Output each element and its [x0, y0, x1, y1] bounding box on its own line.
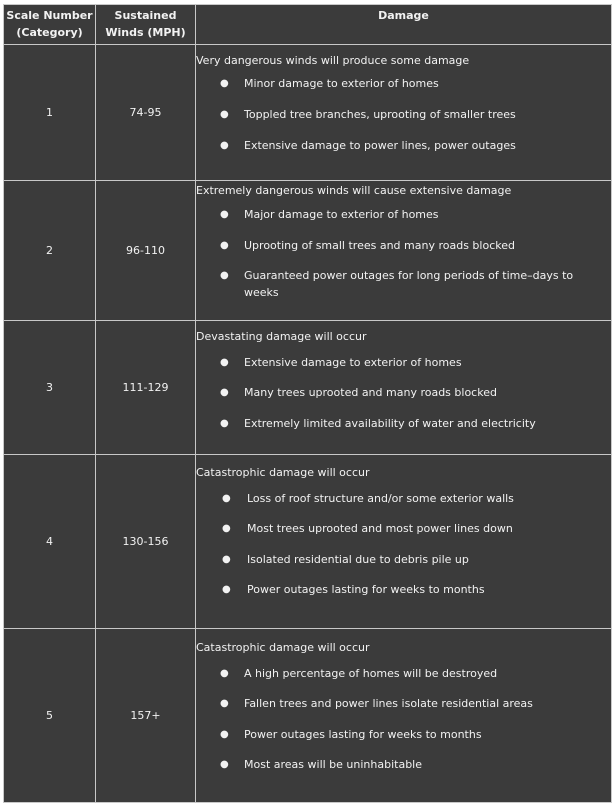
winds-cell: 74-95 [96, 45, 196, 181]
damage-cell [196, 629, 612, 803]
impact-text: Guaranteed power outages for long periods of time–days to weeks [244, 269, 574, 299]
bullet-icon: ● [220, 698, 229, 709]
bullet-icon: ● [222, 554, 231, 565]
bullet-icon: ● [222, 523, 231, 534]
impact-text: Most trees uprooted and most power lines down [247, 522, 513, 535]
damage-cell [196, 455, 612, 629]
list-item [196, 581, 611, 598]
list-item [196, 665, 611, 682]
bullet-icon: ● [220, 729, 229, 740]
impact-text: Major damage to exterior of homes [244, 208, 439, 221]
bullet-icon: ● [220, 240, 229, 251]
bullet-icon: ● [220, 387, 229, 398]
list-item [196, 415, 611, 432]
impact-text: Extensive damage to power lines, power outages [244, 139, 516, 152]
list-item [196, 75, 611, 92]
impact-list [196, 344, 611, 432]
header-damage: Damage [196, 5, 612, 45]
list-item [196, 520, 611, 537]
bullet-icon: ● [220, 759, 229, 770]
impact-text: Toppled tree branches, uprooting of smaller trees [244, 108, 516, 121]
impact-list [196, 68, 611, 154]
category-cell: 5 [4, 629, 96, 803]
damage-summary: Extremely dangerous winds will cause extensive damage [196, 184, 512, 197]
bullet-icon: ● [220, 357, 229, 368]
impact-text: Isolated residential due to debris pile up [247, 553, 469, 566]
list-item [196, 106, 611, 123]
damage-summary: Catastrophic damage will occur [196, 466, 370, 479]
impact-text: Power outages lasting for weeks to months [244, 728, 482, 741]
bullet-icon: ● [220, 668, 229, 679]
impact-text: Extremely limited availability of water and electricity [244, 417, 536, 430]
category-cell: 1 [4, 45, 96, 181]
list-item [196, 756, 611, 773]
table-row [4, 629, 612, 803]
winds-cell: 96-110 [96, 181, 196, 321]
winds-cell: 111-129 [96, 321, 196, 455]
damage-summary: Very dangerous winds will produce some damage [196, 54, 470, 67]
list-item [196, 384, 611, 401]
impact-text: Loss of roof structure and/or some exterior walls [247, 492, 514, 505]
impact-text: Many trees uprooted and many roads blocked [244, 386, 497, 399]
bullet-icon: ● [220, 418, 229, 429]
bullet-icon: ● [220, 209, 229, 220]
list-item [196, 551, 611, 568]
list-item [196, 267, 611, 301]
list-item [196, 137, 611, 154]
impact-list [196, 480, 611, 598]
list-item [196, 695, 611, 712]
winds-cell: 130-156 [96, 455, 196, 629]
table-row [4, 45, 612, 181]
table-row [4, 455, 612, 629]
impact-text: Power outages lasting for weeks to months [247, 583, 485, 596]
bullet-icon: ● [220, 140, 229, 151]
table-header-row [4, 5, 612, 45]
list-item [196, 726, 611, 743]
bullet-icon: ● [222, 584, 231, 595]
header-winds: Sustained Winds (MPH) [96, 5, 196, 45]
damage-cell [196, 321, 612, 455]
list-item [196, 354, 611, 371]
damage-summary: Devastating damage will occur [196, 330, 367, 343]
damage-cell [196, 181, 612, 321]
impact-list [196, 198, 611, 301]
table-row [4, 181, 612, 321]
impact-text: Extensive damage to exterior of homes [244, 356, 462, 369]
table-row [4, 321, 612, 455]
bullet-icon: ● [220, 78, 229, 89]
list-item [196, 206, 611, 223]
category-cell: 2 [4, 181, 96, 321]
hurricane-scale-table [3, 4, 612, 803]
impact-text: Uprooting of small trees and many roads blocked [244, 239, 515, 252]
impact-text: A high percentage of homes will be destroyed [244, 667, 498, 680]
list-item [196, 490, 611, 507]
bullet-icon: ● [220, 109, 229, 120]
category-cell: 3 [4, 321, 96, 455]
impact-text: Most areas will be uninhabitable [244, 758, 423, 771]
damage-summary: Catastrophic damage will occur [196, 641, 370, 654]
header-category: Scale Number (Category) [4, 5, 96, 45]
impact-text: Fallen trees and power lines isolate residential areas [244, 697, 533, 710]
bullet-icon: ● [222, 493, 231, 504]
bullet-icon: ● [220, 270, 229, 281]
impact-text: Minor damage to exterior of homes [244, 77, 439, 90]
damage-cell [196, 45, 612, 181]
list-item [196, 237, 611, 254]
impact-list [196, 655, 611, 773]
category-cell: 4 [4, 455, 96, 629]
winds-cell: 157+ [96, 629, 196, 803]
